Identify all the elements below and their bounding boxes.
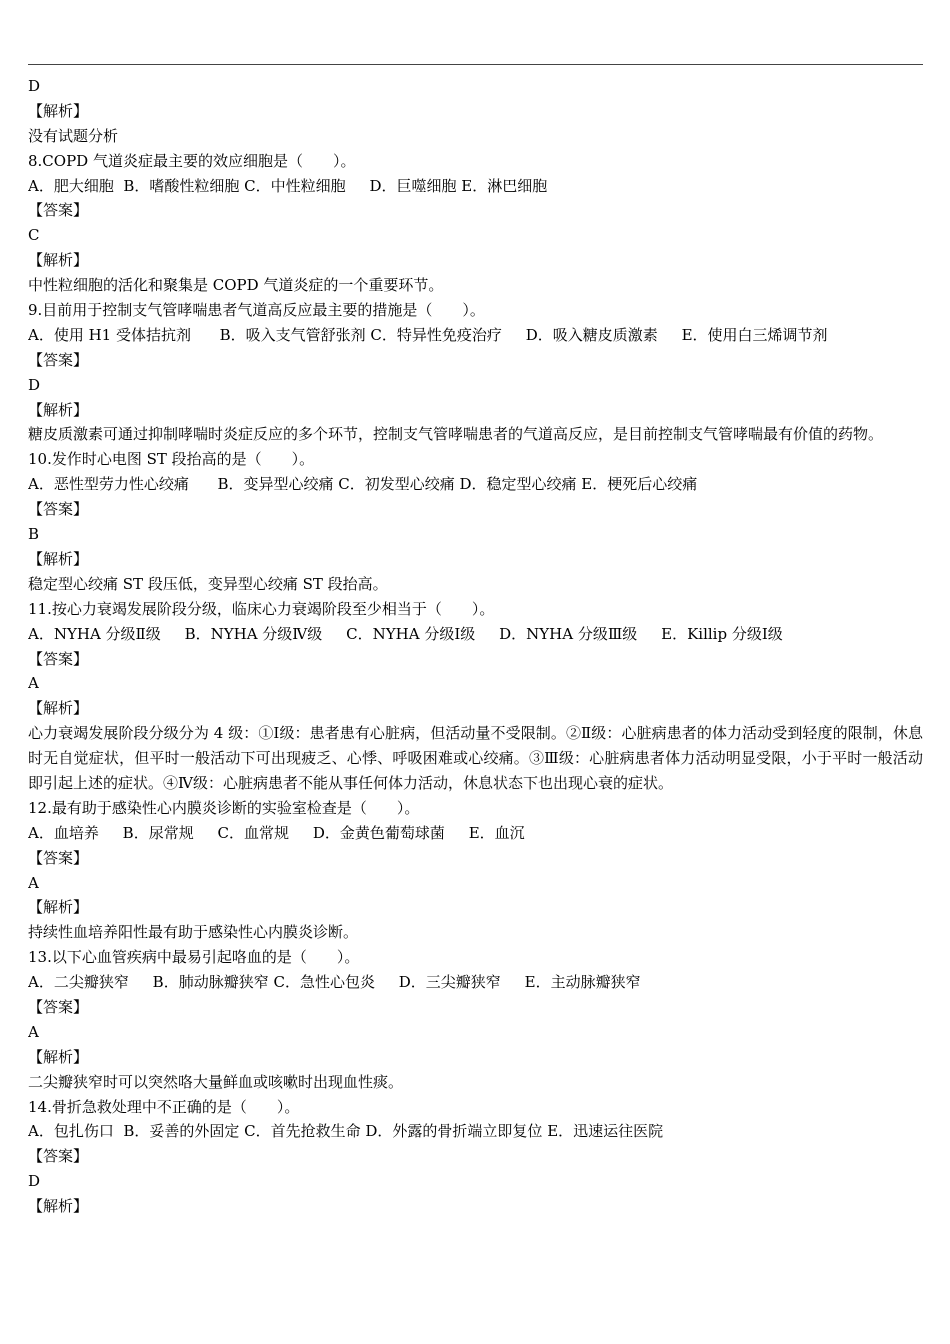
analysis-text: 没有试题分析 — [28, 126, 119, 145]
analysis-label: 【解析】 — [28, 251, 89, 270]
analysis-label: 【解析】 — [28, 101, 89, 120]
answer-value: D — [28, 1172, 41, 1191]
analysis-text: 二尖瓣狭窄时可以突然咯大量鲜血或咳嗽时出现血性痰。 — [28, 1072, 404, 1091]
question-stem: 13.以下心血管疾病中最易引起咯血的是（ ）。 — [28, 948, 360, 967]
answer-label: 【答案】 — [28, 500, 89, 519]
answer-value: A — [28, 873, 39, 892]
question-options: A．使用 H1 受体拮抗剂 B．吸入支气管舒张剂 C．特异性免疫治疗 D．吸入糖皮质激素 E．使用白三烯调节剂 — [28, 325, 828, 344]
answer-label: 【答案】 — [28, 848, 89, 867]
question-10 — [28, 447, 923, 596]
question-14 — [28, 1095, 923, 1219]
answer-value: D — [28, 77, 41, 95]
analysis-label: 【解析】 — [28, 549, 89, 568]
analysis-text: 持续性血培养阳性最有助于感染性心内膜炎诊断。 — [28, 923, 359, 942]
question-options: A．NYHA 分级Ⅱ级 B．NYHA 分级Ⅳ级 C．NYHA 分级Ⅰ级 D．NYHA 分级Ⅲ级 E．Killip 分级Ⅰ级 — [28, 624, 783, 643]
analysis-label: 【解析】 — [28, 699, 89, 718]
question-13 — [28, 945, 923, 1094]
answer-value: B — [28, 525, 40, 544]
analysis-text: 糖皮质激素可通过抑制哮喘时炎症反应的多个环节，控制支气管哮喘患者的气道高反应，是目前控制支气管哮喘最有价值的药物。 — [28, 425, 884, 444]
answer-label: 【答案】 — [28, 1147, 89, 1166]
analysis-text: 稳定型心绞痛 ST 段压低，变异型心绞痛 ST 段抬高。 — [28, 574, 388, 593]
answer-label: 【答案】 — [28, 998, 89, 1017]
question-9 — [28, 298, 923, 447]
analysis-text: 中性粒细胞的活化和聚集是 COPD 气道炎症的一个重要环节。 — [28, 276, 444, 295]
question-stem: 11.按心力衰竭发展阶段分级，临床心力衰竭阶段至少相当于（ ）。 — [28, 599, 495, 618]
analysis-label: 【解析】 — [28, 1197, 89, 1216]
question-options: A．包扎伤口 B．妥善的外固定 C．首先抢救生命 D．外露的骨折端立即复位 E．迅速运往医院 — [28, 1122, 664, 1141]
question-stem: 12.最有助于感染性心内膜炎诊断的实验室检查是（ ）。 — [28, 798, 420, 817]
question-stem: 8.COPD 气道炎症最主要的效应细胞是（ ）。 — [28, 151, 356, 170]
answer-value: C — [28, 226, 40, 245]
analysis-label: 【解析】 — [28, 898, 89, 917]
question-11 — [28, 597, 923, 796]
question-12 — [28, 796, 923, 945]
analysis-label: 【解析】 — [28, 400, 89, 419]
question-options: A．肥大细胞 B．嗜酸性粒细胞 C．中性粒细胞 D．巨噬细胞 E．淋巴细胞 — [28, 176, 548, 195]
answer-label: 【答案】 — [28, 201, 89, 220]
document-body — [28, 74, 923, 1219]
answer-label: 【答案】 — [28, 350, 89, 369]
question-stem: 9.目前用于控制支气管哮喘患者气道高反应最主要的措施是（ ）。 — [28, 301, 485, 320]
question-options: A．二尖瓣狭窄 B．肺动脉瓣狭窄 C．急性心包炎 D．三尖瓣狭窄 E．主动脉瓣狭窄 — [28, 973, 641, 992]
question-8 — [28, 149, 923, 298]
header-rule — [28, 64, 923, 65]
answer-value: D — [28, 375, 41, 394]
answer-label: 【答案】 — [28, 649, 89, 668]
analysis-text: 心力衰竭发展阶段分级分为 4 级：①Ⅰ级：患者患有心脏病，但活动量不受限制。②Ⅱ级：心脏病患者的体力活动受到轻度的限制，休息时无自觉症状，但平时一般活动下可出现疲乏、心悸、呼吸困难或心绞痛。③Ⅲ级：心脏病患者体力活动明显受限，小于平时一般活动即引起上述的症状。④Ⅳ级：心脏病患者不能从事任何体力活动，休息状态下也出现心衰的症状。 — [28, 724, 923, 792]
question-stem: 14.骨折急救处理中不正确的是（ ）。 — [28, 1097, 300, 1116]
analysis-label: 【解析】 — [28, 1047, 89, 1066]
answer-value: A — [28, 674, 39, 693]
question-options: A．恶性型劳力性心绞痛 B．变异型心绞痛 C．初发型心绞痛 D．稳定型心绞痛 E．梗死后心绞痛 — [28, 475, 698, 494]
question-options: A．血培养 B．尿常规 C．血常规 D．金黄色葡萄球菌 E．血沉 — [28, 823, 525, 842]
prev-question-tail — [28, 74, 923, 149]
question-stem: 10.发作时心电图 ST 段抬高的是（ ）。 — [28, 450, 315, 469]
answer-value: A — [28, 1022, 39, 1041]
